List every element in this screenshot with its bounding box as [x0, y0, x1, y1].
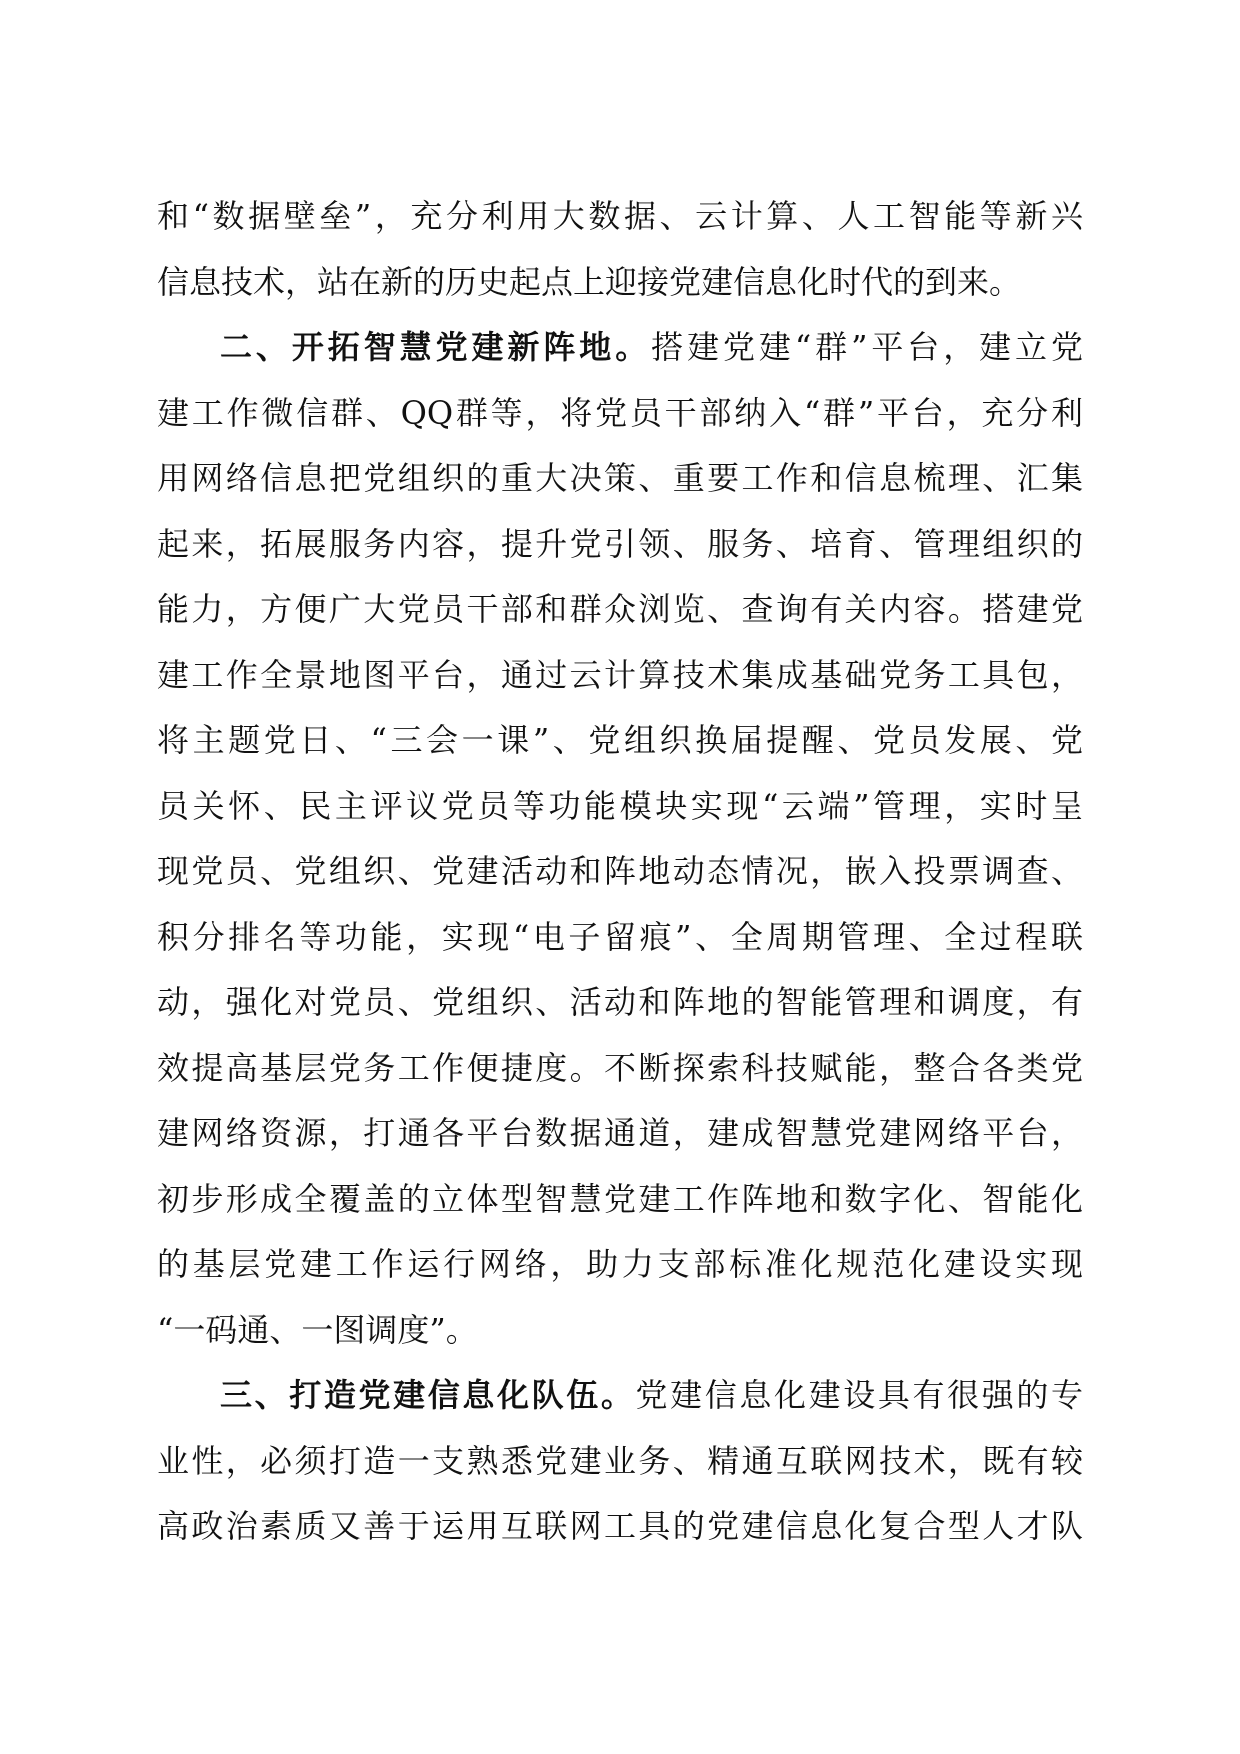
text-line: 用网络信息把党组织的重大决策、重要工作和信息梳理、汇集	[157, 459, 1083, 497]
text-line: 建工作微信群、QQ群等，将党员干部纳入“群”平台，充分利	[157, 393, 1083, 432]
text-line: 信息技术，站在新的历史起点上迎接党建信息化时代的到来。	[157, 262, 1022, 301]
text-line: 员关怀、民主评议党员等功能模块实现“云端”管理，实时呈	[157, 786, 1083, 825]
text-line: 建网络资源，打通各平台数据通道，建成智慧党建网络平台，	[157, 1114, 1083, 1152]
text-line: 动，强化对党员、党组织、活动和阵地的智能管理和调度，有	[157, 983, 1083, 1021]
text-line: 高政治素质又善于运用互联网工具的党建信息化复合型人才队	[157, 1507, 1083, 1545]
section-heading: 二、开拓智慧党建新阵地。	[220, 328, 652, 366]
section-three-first-line	[157, 1363, 1083, 1429]
section-text: 搭建党建“群”平台，建立党	[651, 328, 1083, 366]
body-text	[157, 184, 1083, 1560]
text-line: “一码通、一图调度”。	[157, 1310, 478, 1349]
text-line: 积分排名等功能，实现“电子留痕”、全周期管理、全过程联	[157, 917, 1083, 956]
text-line: 初步形成全覆盖的立体型智慧党建工作阵地和数字化、智能化	[157, 1179, 1083, 1218]
section-heading: 三、打造党建信息化队伍。	[220, 1376, 636, 1414]
section-two-first-line	[157, 315, 1083, 381]
text-line: 的基层党建工作运行网络，助力支部标准化规范化建设实现	[157, 1245, 1083, 1283]
text-line: 起来，拓展服务内容，提升党引领、服务、培育、管理组织的	[157, 524, 1083, 563]
text-line: 建工作全景地图平台，通过云计算技术集成基础党务工具包，	[157, 655, 1083, 694]
text-line: 和“数据壁垒”，充分利用大数据、云计算、人工智能等新兴	[157, 197, 1083, 235]
section-text: 党建信息化建设具有很强的专	[635, 1376, 1083, 1414]
text-line: 能力，方便广大党员干部和群众浏览、查询有关内容。搭建党	[157, 590, 1083, 628]
text-line: 现党员、党组织、党建活动和阵地动态情况，嵌入投票调查、	[157, 852, 1083, 890]
text-line: 效提高基层党务工作便捷度。不断探索科技赋能，整合各类党	[157, 1048, 1083, 1087]
text-line: 将主题党日、“三会一课”、党组织换届提醒、党员发展、党	[157, 721, 1083, 759]
text-line: 业性，必须打造一支熟悉党建业务、精通互联网技术，既有较	[157, 1441, 1083, 1480]
